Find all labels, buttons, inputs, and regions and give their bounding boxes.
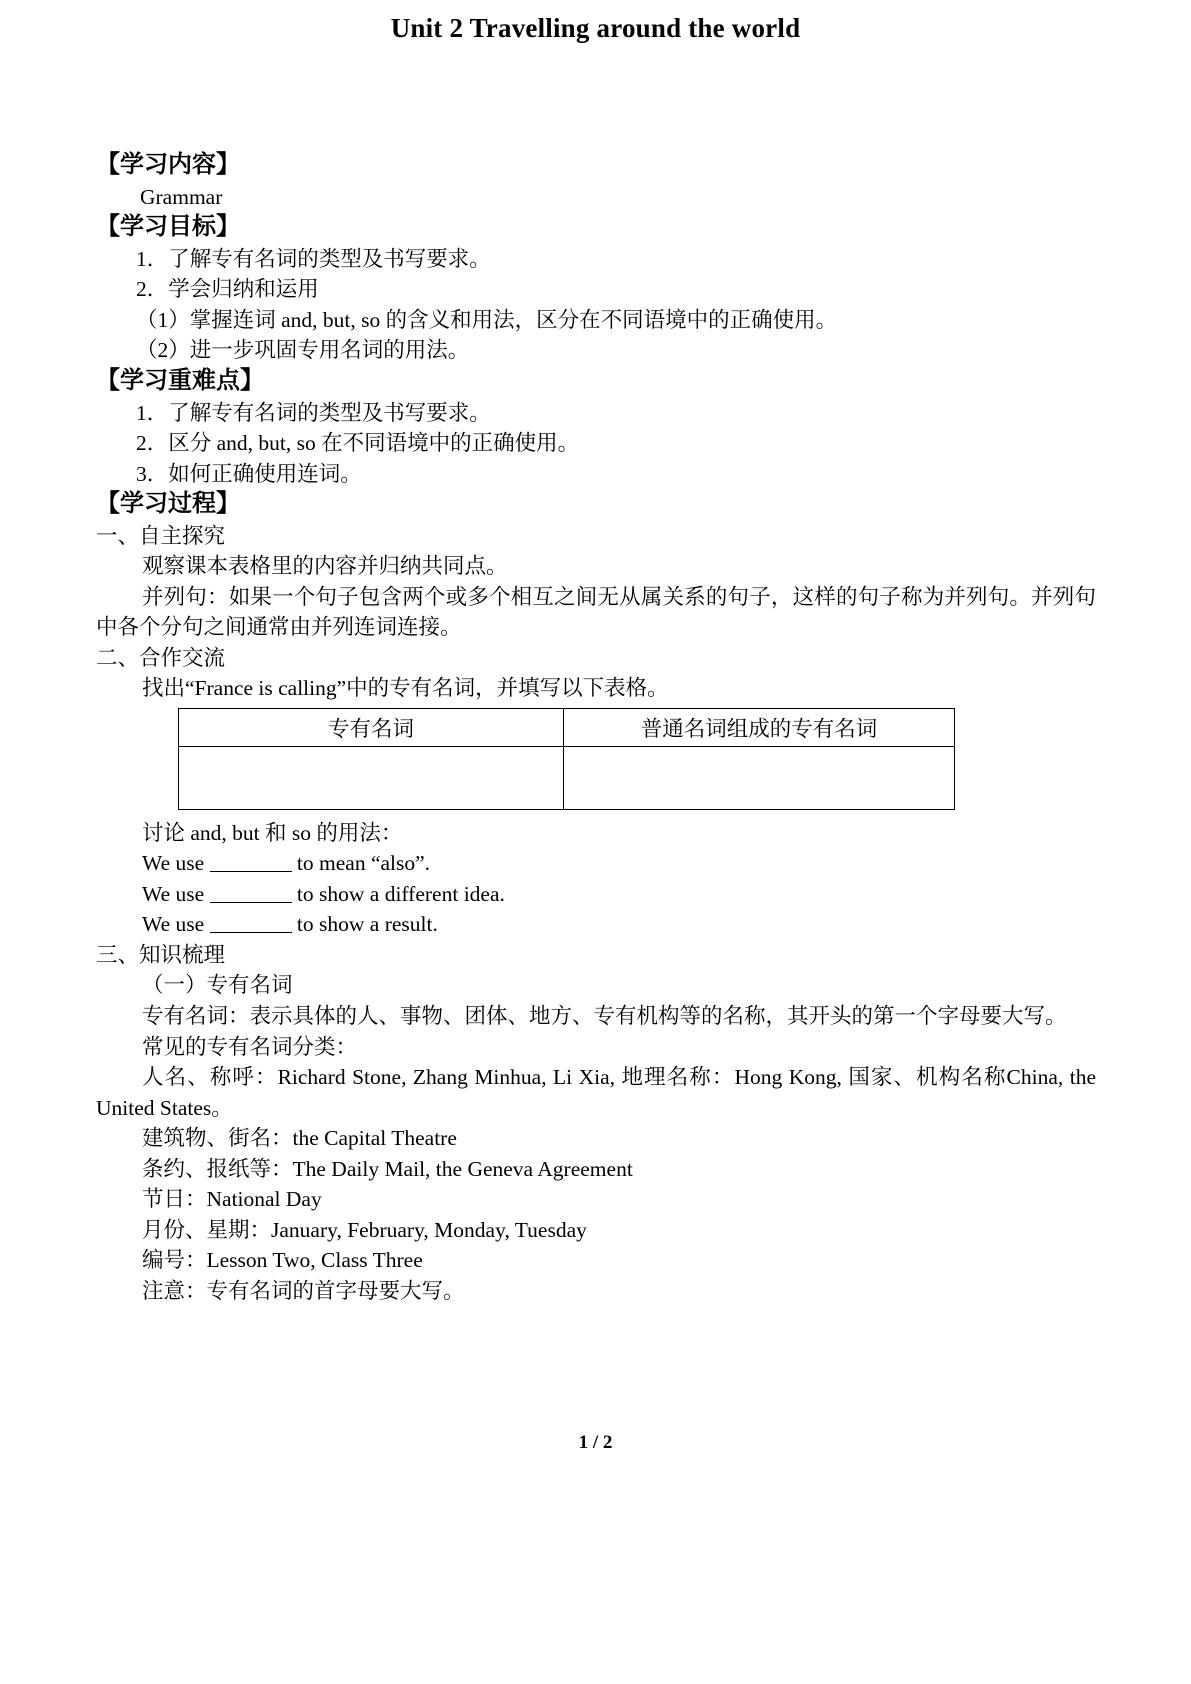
category-item-festivals: 节日：National Day: [142, 1187, 322, 1212]
fill-in-line-1-after: to mean “also”.: [291, 851, 431, 876]
section-heading-key-points: 【学习重难点】: [96, 367, 264, 394]
discuss-usage-label: 讨论 and, but 和 so 的用法：: [142, 820, 403, 845]
document-body: [96, 150, 1096, 1306]
category-item-numbering: 编号：Lesson Two, Class Three: [142, 1248, 423, 1273]
fill-in-line-1: [96, 848, 1096, 879]
fill-in-line-3: [96, 909, 1096, 940]
fill-in-line-2-before: We use: [142, 881, 210, 906]
objective-item: （2）进一步巩固专用名词的用法。: [136, 338, 470, 363]
proper-noun-definition: 专有名词：表示具体的人、事物、团体、地方、专有机构等的名称，其开头的第一个字母要大写。: [142, 1004, 1067, 1028]
fill-in-line-2: [96, 879, 1096, 910]
section-heading-learning-objectives: 【学习目标】: [96, 214, 240, 241]
category-item-names: 人名、称呼：Richard Stone, Zhang Minhua, Li Xia, 地理名称：Hong Kong, 国家、机构名称China, the United States。: [96, 1065, 1096, 1120]
proper-noun-table: [178, 708, 955, 810]
category-item-buildings: 建筑物、街名：the Capital Theatre: [142, 1126, 457, 1151]
fill-in-line-3-after: to show a result.: [291, 912, 438, 937]
table-row[interactable]: [179, 746, 955, 809]
key-point-item: 1．了解专有名词的类型及书写要求。: [136, 400, 491, 425]
fill-in-blank-1[interactable]: [210, 850, 292, 873]
objective-item: 2．学会归纳和运用: [136, 277, 319, 302]
categories-label: 常见的专有名词分类：: [142, 1034, 358, 1059]
process-part-one-line-2: 并列句：如果一个句子包含两个或多个相互之间无从属关系的句子，这样的句子称为并列句。并列句中各个分句之间通常由并列连词连接。: [96, 584, 1096, 640]
fill-in-line-1-before: We use: [142, 851, 210, 876]
fill-in-line-3-before: We use: [142, 912, 210, 937]
section-heading-learning-process: 【学习过程】: [96, 491, 240, 518]
fill-in-blank-2[interactable]: [210, 880, 292, 903]
category-item-treaties: 条约、报纸等：The Daily Mail, the Geneva Agreement: [142, 1156, 633, 1181]
category-item-months-weekdays: 月份、星期：January, February, Monday, Tuesday: [142, 1217, 587, 1242]
process-part-two-label: 二、合作交流: [96, 645, 226, 670]
page-title: Unit 2 Travelling around the world: [390, 13, 801, 43]
proper-noun-table-container: [96, 708, 1096, 810]
objective-item: （1）掌握连词 and, but, so 的含义和用法，区分在不同语境中的正确使用。: [136, 307, 838, 332]
process-part-one-line-1: 观察课本表格里的内容并归纳共同点。: [142, 554, 508, 579]
learning-content-body: Grammar: [140, 184, 223, 209]
fill-in-blank-3[interactable]: [210, 911, 292, 934]
table-header-row: [179, 708, 955, 746]
table-cell-compound-proper-noun-answer[interactable]: [564, 746, 955, 809]
process-part-three-label: 三、知识梳理: [96, 942, 226, 967]
page-footer: 1 / 2: [578, 1432, 613, 1453]
category-item-note: 注意：专有名词的首字母要大写。: [142, 1278, 465, 1303]
objective-item: 1．了解专有名词的类型及书写要求。: [136, 246, 491, 271]
process-part-two-instruction: 找出“France is calling”中的专有名词，并填写以下表格。: [142, 676, 669, 701]
process-part-three-sub-label: （一）专有名词: [142, 973, 293, 998]
process-part-one-label: 一、自主探究: [96, 523, 226, 548]
fill-in-line-2-after: to show a different idea.: [291, 881, 505, 906]
section-heading-learning-content: 【学习内容】: [96, 152, 240, 178]
table-header-compound-proper-noun: 普通名词组成的专有名词: [564, 708, 955, 746]
table-cell-proper-noun-answer[interactable]: [179, 746, 564, 809]
key-point-item: 3．如何正确使用连词。: [136, 461, 362, 486]
table-header-proper-noun: 专有名词: [179, 708, 564, 746]
key-point-item: 2．区分 and, but, so 在不同语境中的正确使用。: [136, 431, 580, 456]
